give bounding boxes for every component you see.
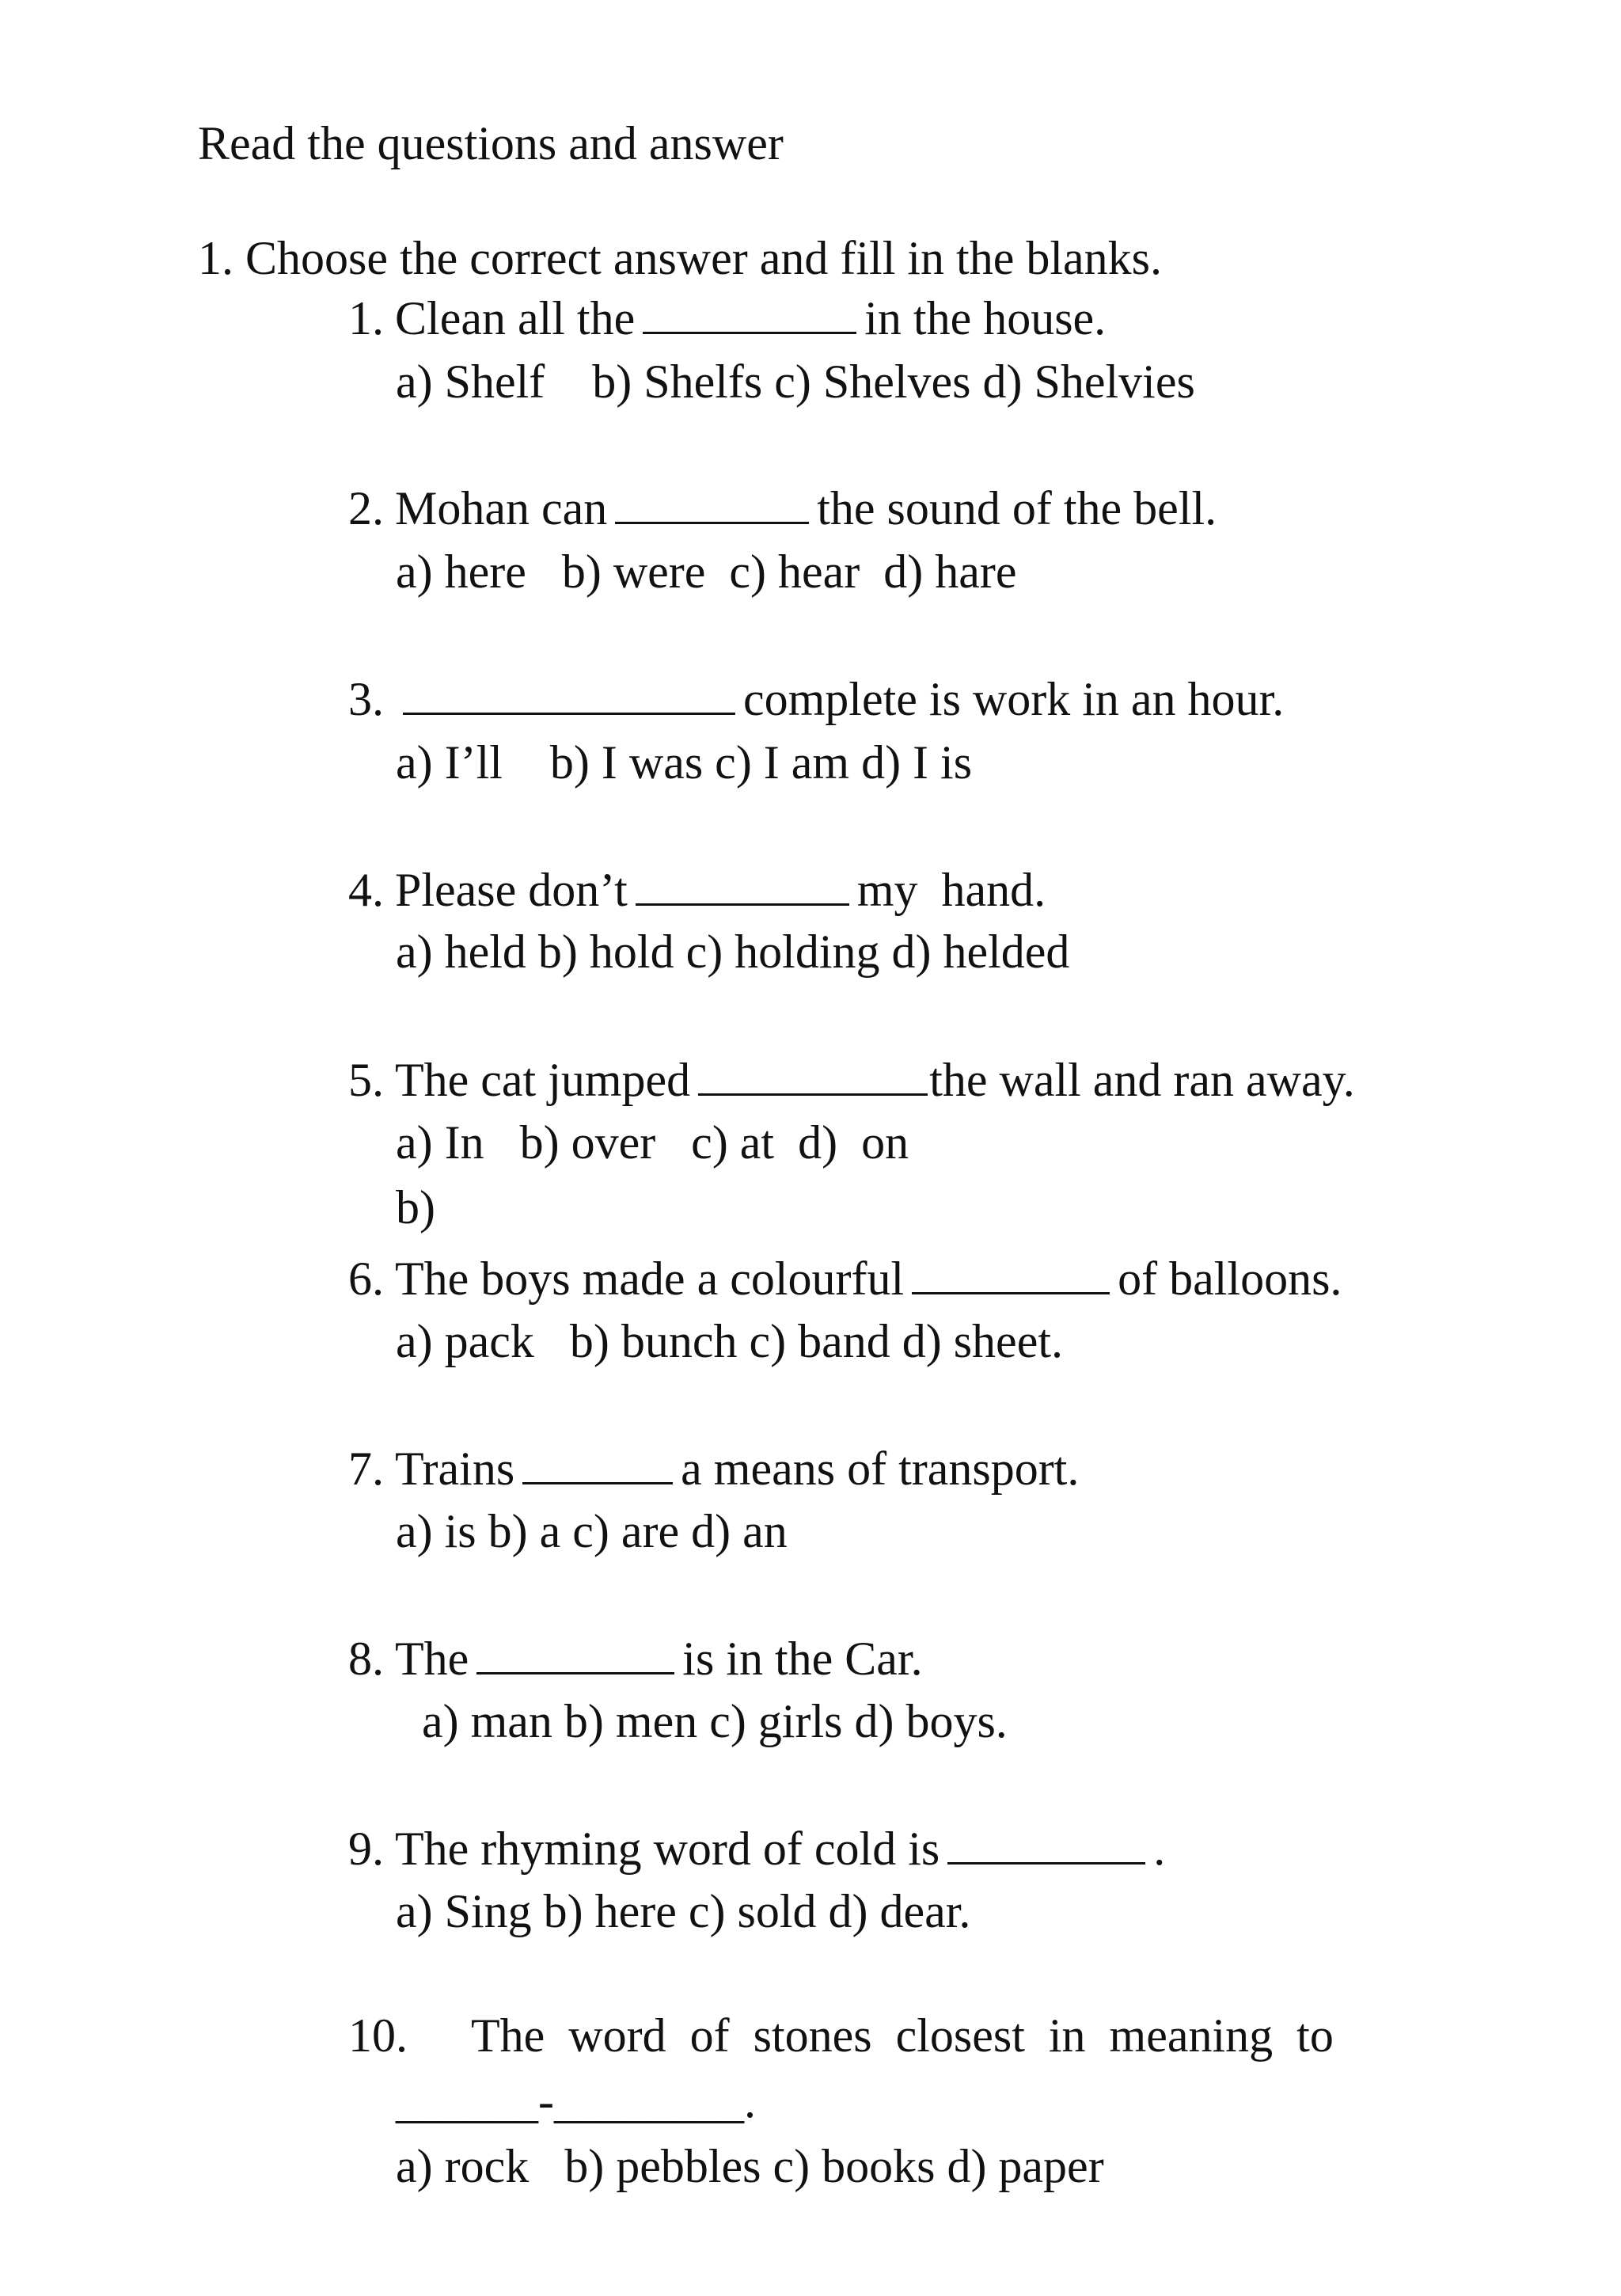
question-number: 9. [348,1823,384,1875]
question-text-before: The boys made a colourful [395,1253,905,1305]
answer-blank[interactable] [522,1437,673,1484]
question-text: The word of stones closest in meaning to [471,2009,1334,2062]
question-text-after: the wall and ran away. [929,1054,1355,1106]
answer-blank[interactable] [636,858,849,906]
question-text-before: Trains [395,1443,515,1495]
question-text-after: . [1153,1823,1166,1875]
question-5-stray-option: b) [396,1181,435,1234]
question-8 [348,1627,923,1687]
question-number: 5. [348,1054,384,1106]
question-text-before: The [395,1633,469,1685]
answer-blank[interactable] [403,667,735,715]
question-7 [348,1437,1079,1497]
question-text-before: Mohan can [395,482,608,534]
section-title: 1. Choose the correct answer and fill in the blanks. [198,232,1162,284]
question-number: 2. [348,482,384,534]
answer-blank[interactable] [643,287,856,334]
question-text-before: The rhyming word of cold is [395,1823,940,1875]
question-5-options: a) In b) over c) at d) on [396,1116,909,1169]
question-3 [348,667,1284,728]
question-number: 6. [348,1253,384,1305]
answer-blank[interactable] [615,477,809,524]
question-6 [348,1247,1342,1307]
question-text-before: Please don’t [395,864,628,916]
question-number: 4. [348,864,384,916]
question-text-after: the sound of the bell. [817,482,1217,534]
question-number: 8. [348,1633,384,1685]
question-8-options: a) man b) men c) girls d) boys. [422,1695,1008,1747]
question-2-options: a) here b) were c) hear d) hare [396,545,1017,598]
question-text-after: complete is work in an hour. [743,673,1285,725]
question-3-options: a) I’ll b) I was c) I am d) I is [396,736,973,789]
question-text-after: in the house. [864,292,1107,344]
question-text-before: Clean all the [395,292,636,344]
question-text-before: The cat jumped [395,1054,691,1106]
question-number: 10. [348,2009,408,2062]
question-2 [348,477,1217,537]
question-10-options: a) rock b) pebbles c) books d) paper [396,2140,1104,2192]
question-number: 1. [348,292,384,344]
question-number: 3. [348,673,384,725]
question-5 [348,1048,1355,1108]
question-9-options: a) Sing b) here c) sold d) dear. [396,1885,971,1937]
question-10 [348,2007,1334,2064]
question-number: 7. [348,1443,384,1495]
question-text-after: a means of transport. [681,1443,1080,1495]
answer-blank[interactable] [912,1247,1110,1294]
answer-blank[interactable] [698,1048,928,1096]
worksheet-instruction: Read the questions and answer [198,117,784,169]
answer-blank[interactable] [476,1627,674,1674]
question-6-options: a) pack b) bunch c) band d) sheet. [396,1315,1063,1367]
answer-blank[interactable] [947,1817,1145,1865]
question-10-blank[interactable]: ______-________. [396,2075,756,2127]
question-4 [348,858,1046,918]
question-text-after: is in the Car. [682,1633,923,1685]
question-text-after: of balloons. [1118,1253,1342,1305]
question-1 [348,287,1106,347]
question-4-options: a) held b) hold c) holding d) helded [396,926,1070,978]
question-7-options: a) is b) a c) are d) an [396,1505,788,1557]
question-9 [348,1817,1165,1877]
question-text-after: my hand. [856,864,1046,916]
question-1-options: a) Shelf b) Shelfs c) Shelves d) Shelvies [396,355,1195,408]
